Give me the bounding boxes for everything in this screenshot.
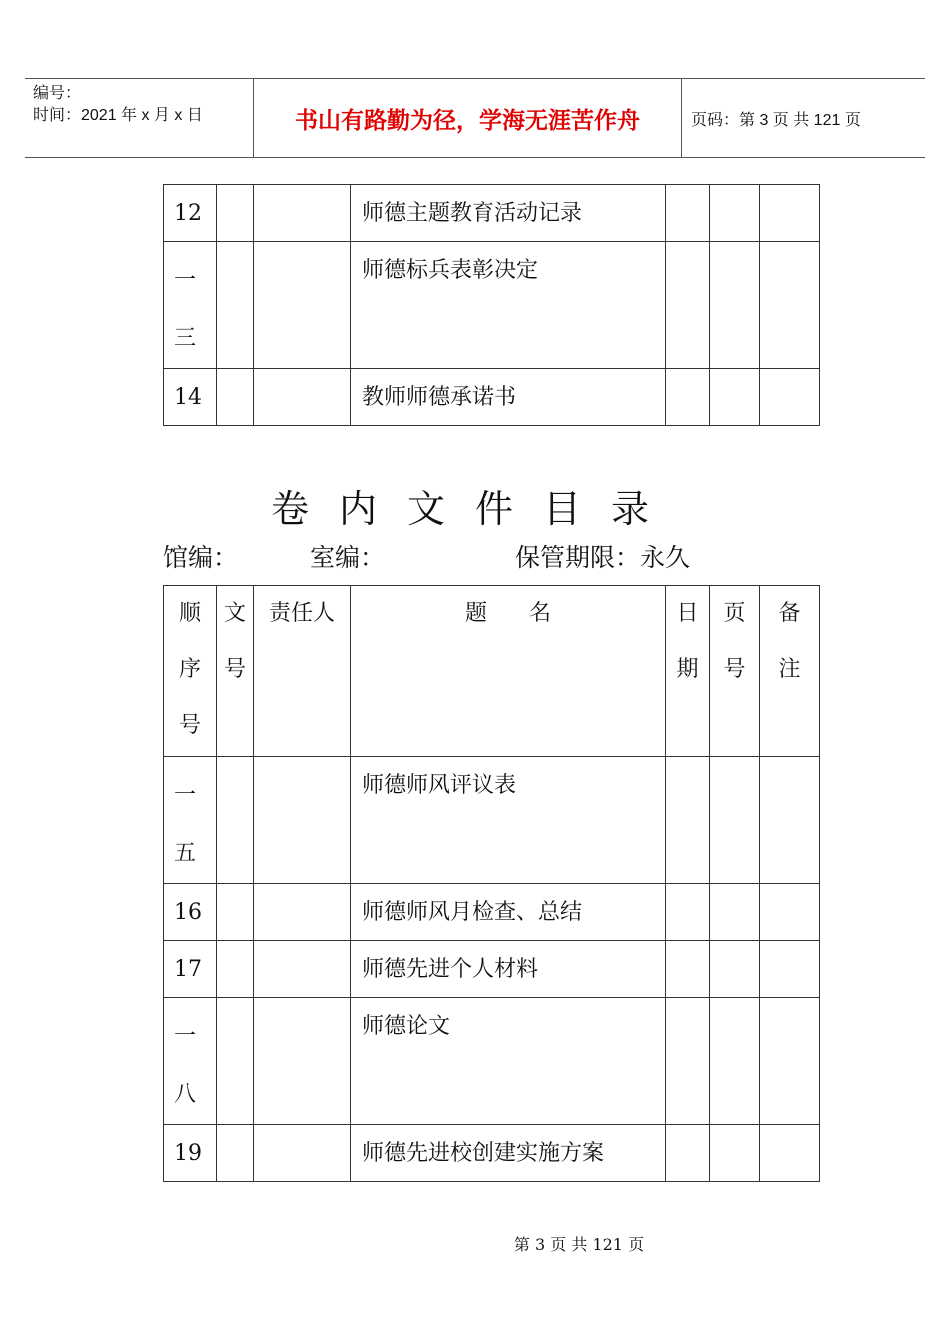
row-title: 师德主题教育活动记录 [351,185,666,242]
row-number: 12 [164,185,217,242]
header-title: 题 名 [351,586,666,757]
table-row [164,884,820,941]
row-title: 师德先进个人材料 [351,941,666,998]
motto: 书山有路勤为径，学海无涯苦作舟 [254,79,682,157]
row-number: 一 八 [164,998,217,1125]
page-info: 页码：第 3 页 共 121 页 [691,111,861,129]
row-title: 师德师风评议表 [351,757,666,884]
table-row [164,369,820,426]
header-remark: 备 注 [760,586,820,757]
header-doc-no: 文 号 [217,586,254,757]
table-row [164,1125,820,1182]
page-header [25,78,925,158]
time-label: 时间：2021 年 x 月 x 日 [33,107,203,124]
archive-label: 馆编： [163,543,239,572]
row-number: 一 五 [164,757,217,884]
table-row [164,242,820,369]
code-label: 编号： [33,85,82,102]
row-number: 一 三 [164,242,217,369]
row-title: 师德先进校创建实施方案 [351,1125,666,1182]
table-row [164,757,820,884]
row-number: 19 [164,1125,217,1182]
row-title: 教师师德承诺书 [351,369,666,426]
row-title: 师德师风月检查、总结 [351,884,666,941]
header-owner: 责任人 [254,586,351,757]
row-title: 师德标兵表彰决定 [351,242,666,369]
section-title: 卷内文件目录 [270,487,679,531]
row-number: 16 [164,884,217,941]
catalog-table-continued [163,184,820,426]
table-row [164,941,820,998]
table-header-row [164,586,820,757]
header-seq: 顺 序 号 [164,586,217,757]
room-label: 室编： [310,543,386,572]
header-left [25,79,254,157]
row-number: 17 [164,941,217,998]
header-page: 页 号 [710,586,760,757]
catalog-table [163,585,820,1182]
table-row [164,185,820,242]
row-title: 师德论文 [351,998,666,1125]
header-date: 日 期 [666,586,710,757]
retention-label: 保管期限：永久 [515,543,691,572]
table-row [164,998,820,1125]
row-number: 14 [164,369,217,426]
page-footer: 第 3 页 共 121 页 [513,1235,645,1254]
